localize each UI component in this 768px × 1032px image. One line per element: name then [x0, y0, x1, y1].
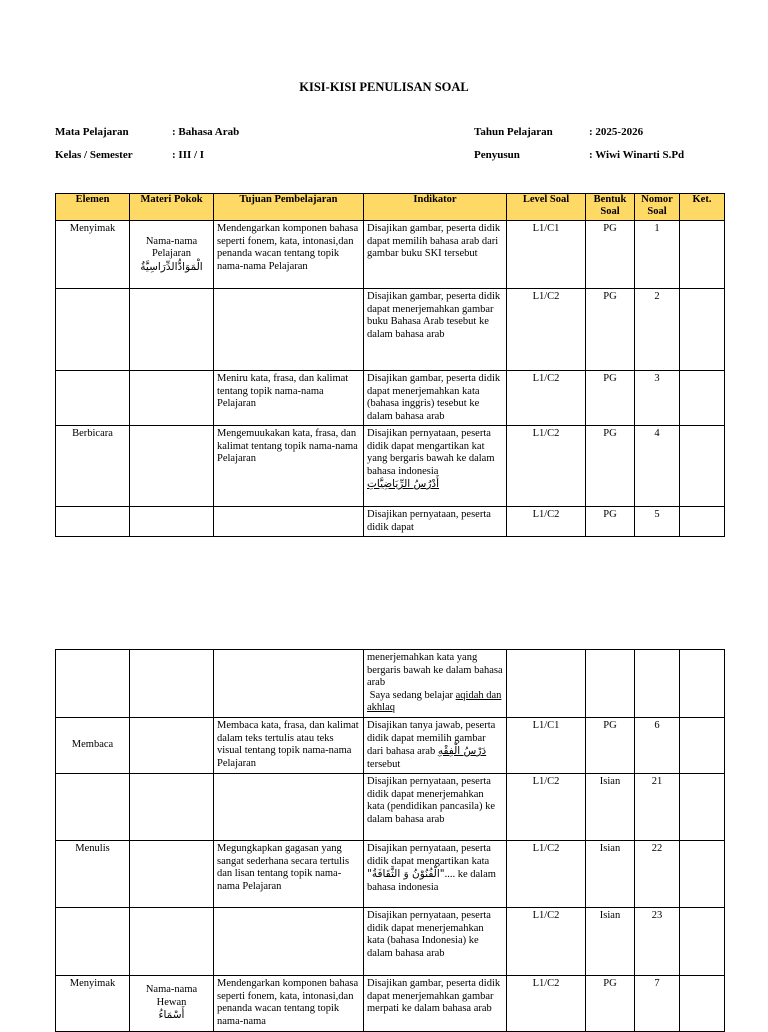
level-cell: L1/C2	[507, 841, 586, 908]
indikator-cell: Disajikan gambar, peserta didik dapat menerjemahkan gambar buku Bahasa Arab tesebut ke dalam bahasa arab	[364, 289, 507, 371]
materi-cell	[130, 774, 214, 841]
tahun-value: : 2025-2026	[589, 126, 644, 138]
level-cell: L1/C2	[507, 426, 586, 507]
elemen-cell	[56, 774, 130, 841]
nomor-cell: 2	[635, 289, 680, 371]
table-row	[56, 426, 725, 507]
indikator-arabic: "الْفُنُوْنُ وَ الثَّقَافَةُ"	[367, 868, 445, 880]
tahun-label: Tahun Pelajaran	[474, 126, 553, 138]
level-cell: L1/C2	[507, 507, 586, 537]
materi-cell	[130, 371, 214, 426]
elemen-cell	[56, 507, 130, 537]
ket-cell	[680, 976, 725, 1032]
nomor-cell: 7	[635, 976, 680, 1032]
table-row	[56, 976, 725, 1032]
nomor-cell: 1	[635, 221, 680, 289]
kisi-kisi-table-part-2	[55, 649, 725, 1032]
kelas-label: Kelas / Semester	[55, 149, 133, 161]
nomor-cell	[635, 650, 680, 718]
level-cell: L1/C2	[507, 976, 586, 1032]
nomor-cell: 21	[635, 774, 680, 841]
ket-cell	[680, 650, 725, 718]
table-header-row	[56, 194, 725, 221]
indikator-cell	[364, 426, 507, 507]
ket-cell	[680, 426, 725, 507]
table-row	[56, 507, 725, 537]
level-cell: L1/C2	[507, 289, 586, 371]
bentuk-cell: PG	[586, 371, 635, 426]
header-nomor-soal: Nomor Soal	[635, 194, 680, 221]
indikator-text: Disajikan tanya jawab, peserta didik dapat memilih gambar dari bahasa arab	[367, 720, 496, 757]
indikator-example-text: Saya sedang belajar	[369, 689, 456, 701]
indikator-cell: Disajikan pernyataan, peserta didik dapat menerjemahkan kata (pendidikan pancasila) ke dalam bahasa arab	[364, 774, 507, 841]
kelas-value: : III / I	[172, 149, 205, 161]
header-materi-pokok: Materi Pokok	[130, 194, 214, 221]
table-row	[56, 908, 725, 976]
mapel-label: Mata Pelajaran	[55, 126, 129, 138]
indikator-cell: Disajikan gambar, peserta didik dapat menerjemahkan kata (bahasa inggris) tesebut ke dalam bahasa arab	[364, 371, 507, 426]
bentuk-cell: PG	[586, 976, 635, 1032]
header-tujuan: Tujuan Pembelajaran	[214, 194, 364, 221]
header-level-soal: Level Soal	[507, 194, 586, 221]
materi-text: Nama-nama Hewan	[145, 984, 198, 1008]
materi-cell	[130, 908, 214, 976]
bentuk-cell: Isian	[586, 908, 635, 976]
materi-arabic: أَسْمَاءُ	[158, 1009, 185, 1021]
tujuan-cell	[214, 774, 364, 841]
indikator-text: Disajikan pernyataan, peserta didik dapat mengartikan kat yang bergaris bawah ke dalam bahasa indonesia	[367, 428, 495, 477]
bentuk-cell: PG	[586, 426, 635, 507]
indikator-arabic: أَدْرُسُ الرِّيَاضِيَّاتِ	[367, 478, 440, 490]
header-elemen: Elemen	[56, 194, 130, 221]
materi-cell	[130, 841, 214, 908]
indikator-arabic: دَرْسُ الْفِقْهِ	[437, 745, 487, 757]
indikator-cell: Disajikan pernyataan, peserta didik dapat menerjemahkan kata (bahasa Indonesia) ke dalam bahasa arab	[364, 908, 507, 976]
nomor-cell: 4	[635, 426, 680, 507]
bentuk-cell: Isian	[586, 774, 635, 841]
level-cell: L1/C2	[507, 371, 586, 426]
bentuk-cell: PG	[586, 221, 635, 289]
level-cell: L1/C2	[507, 908, 586, 976]
table-row	[56, 841, 725, 908]
indikator-text-after: tersebut	[367, 758, 401, 770]
tujuan-cell	[214, 507, 364, 537]
kisi-kisi-table-part-1	[55, 193, 725, 537]
elemen-cell	[56, 908, 130, 976]
document-title: KISI-KISI PENULISAN SOAL	[299, 80, 469, 94]
materi-cell	[130, 976, 214, 1032]
table-row	[56, 774, 725, 841]
mapel-value: : Bahasa Arab	[172, 126, 240, 138]
indikator-underlined: aqidah dan akhlaq	[367, 689, 502, 713]
materi-cell	[130, 289, 214, 371]
ket-cell	[680, 507, 725, 537]
indikator-cell: Disajikan gambar, peserta didik dapat memilih bahasa arab dari gambar buku SKI tersebut	[364, 221, 507, 289]
penyusun-label: Penyusun	[474, 149, 520, 161]
tujuan-cell: Meniru kata, frasa, dan kalimat tentang topik nama-nama Pelajaran	[214, 371, 364, 426]
tujuan-cell: Mendengarkan komponen bahasa seperti fonem, kata, intonasi,dan penanda wacan tentang topik nama-nama	[214, 976, 364, 1032]
bentuk-cell	[586, 650, 635, 718]
tujuan-cell	[214, 908, 364, 976]
elemen-cell: Membaca	[56, 718, 130, 774]
tujuan-cell	[214, 650, 364, 718]
materi-cell	[130, 718, 214, 774]
materi-arabic: الْمَوَادُّالدِّرَاسِيَّةُ	[140, 260, 203, 273]
ket-cell	[680, 908, 725, 976]
bentuk-cell: PG	[586, 718, 635, 774]
ket-cell	[680, 289, 725, 371]
nomor-cell: 22	[635, 841, 680, 908]
materi-text: Nama-nama Pelajaran	[145, 235, 198, 260]
indikator-cell	[364, 841, 507, 908]
table-row	[56, 718, 725, 774]
nomor-cell: 23	[635, 908, 680, 976]
header-bentuk-soal: Bentuk Soal	[586, 194, 635, 221]
bentuk-cell: PG	[586, 507, 635, 537]
bentuk-cell: Isian	[586, 841, 635, 908]
materi-cell	[130, 650, 214, 718]
indikator-text: menerjemahkan kata yang bergaris bawah ke dalam bahasa arab	[367, 652, 503, 688]
ket-cell	[680, 371, 725, 426]
table-row	[56, 221, 725, 289]
tujuan-cell: Membaca kata, frasa, dan kalimat dalam teks tertulis atau teks visual tentang topik nama-nama Pelajaran	[214, 718, 364, 774]
ket-cell	[680, 221, 725, 289]
indikator-example	[367, 690, 503, 715]
materi-cell	[130, 507, 214, 537]
table-row	[56, 650, 725, 718]
nomor-cell: 3	[635, 371, 680, 426]
penyusun-value: : Wiwi Winarti S.Pd	[589, 149, 685, 161]
level-cell: L1/C1	[507, 221, 586, 289]
tujuan-cell	[214, 289, 364, 371]
ket-cell	[680, 774, 725, 841]
table-row	[56, 289, 725, 371]
level-cell: L1/C2	[507, 774, 586, 841]
elemen-cell	[56, 650, 130, 718]
elemen-cell: Menulis	[56, 841, 130, 908]
indikator-cell	[364, 650, 507, 718]
indikator-cell: Disajikan pernyataan, peserta didik dapat	[364, 507, 507, 537]
bentuk-cell: PG	[586, 289, 635, 371]
nomor-cell: 6	[635, 718, 680, 774]
elemen-cell: Menyimak	[56, 976, 130, 1032]
nomor-cell: 5	[635, 507, 680, 537]
tujuan-cell: Megungkapkan gagasan yang sangat sederhana secara tertulis dan lisan tentang topik nama-nama Pelajaran	[214, 841, 364, 908]
elemen-cell	[56, 289, 130, 371]
materi-cell	[130, 426, 214, 507]
elemen-cell: Menyimak	[56, 221, 130, 289]
ket-cell	[680, 841, 725, 908]
ket-cell	[680, 718, 725, 774]
indikator-text-after: .... ke dalam bahasa indonesia	[367, 869, 496, 893]
elemen-cell	[56, 371, 130, 426]
level-cell	[507, 650, 586, 718]
indikator-text: Disajikan pernyataan, peserta didik dapat mengartikan kata	[367, 843, 491, 867]
level-cell: L1/C1	[507, 718, 586, 774]
indikator-cell: Disajikan gambar, peserta didik dapat menerjemahkan gambar merpati ke dalam bahasa arab	[364, 976, 507, 1032]
tujuan-cell: Mengemuukakan kata, frasa, dan kalimat tentang topik nama-nama Pelajaran	[214, 426, 364, 507]
tujuan-cell: Mendengarkan komponen bahasa seperti fonem, kata, intonasi,dan penanda wacan tentang topik nama-nama Pelajaran	[214, 221, 364, 289]
materi-cell	[130, 221, 214, 289]
indikator-cell	[364, 718, 507, 774]
header-indikator: Indikator	[364, 194, 507, 221]
header-ket: Ket.	[680, 194, 725, 221]
table-row	[56, 371, 725, 426]
elemen-cell: Berbicara	[56, 426, 130, 507]
